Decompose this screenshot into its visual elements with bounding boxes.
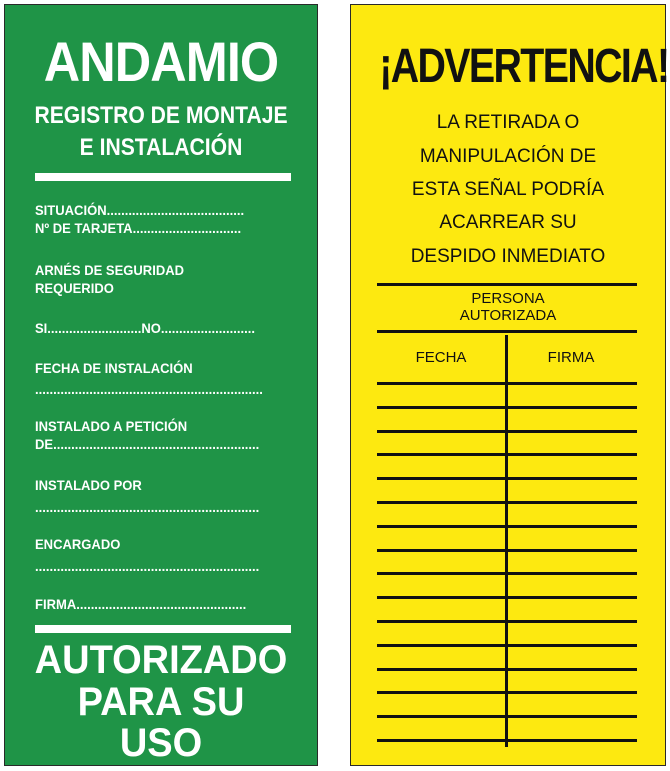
field-peticion-line2: DE......................................................... [35,436,260,452]
table-row-rule [377,549,637,552]
field-peticion-line1: INSTALADO A PETICIÓN [35,418,188,434]
warning-message-line2: MANIPULACIÓN DE [419,146,597,167]
table-row-rule [377,406,637,409]
table-row-rule [377,596,637,599]
green-tag-bottom-line1: AUTORIZADO [34,638,288,682]
green-tag-subtitle-line2: E INSTALACIÓN [79,134,243,161]
green-tag-divider-top [35,173,291,181]
warning-tag-yellow [350,4,669,766]
table-row-rule [377,382,637,385]
warning-message-line5: DESPIDO INMEDIATO [410,246,606,267]
warning-title: ¡ADVERTENCIA! [379,40,669,93]
field-fecha-instalacion: FECHA DE INSTALACIÓN [35,360,193,376]
green-tag-bottom-line3: USO [119,721,203,765]
field-situacion: SITUACIÓN...................................... [35,202,245,218]
table-row-rule [377,668,637,671]
table-row-rule [377,620,637,623]
table-top-rule [377,283,637,286]
green-tag-bottom-line2: PARA SU [77,680,245,724]
green-tag-divider-bottom [35,625,291,633]
field-arnes-line2: REQUERIDO [35,280,114,296]
warning-message-line3: ESTA SEÑAL PODRÍA [411,179,605,200]
table-row-rule [377,477,637,480]
field-instalado-por-dots: .............................................................. [35,499,260,515]
field-fecha-instalacion-dots: ............................................................... [35,381,263,397]
table-row-rule [377,501,637,504]
green-tag-title: ANDAMIO [43,30,279,93]
table-row-rule [377,644,637,647]
table-column-divider [505,335,508,747]
green-tag-subtitle-line1: REGISTRO DE MONTAJE [34,102,288,129]
table-header-line1: PERSONA [471,290,545,307]
table-row-rule [377,453,637,456]
table-row-rule [377,691,637,694]
table-header-line2: AUTORIZADA [459,307,557,324]
scaffold-tag-green [4,4,318,766]
table-row-rule [377,525,637,528]
field-si-no: SI..........................NO.......................... [35,320,255,336]
table-row-rule [377,739,637,742]
column-header-firma: FIRMA [547,349,595,366]
field-arnes-line1: ARNÉS DE SEGURIDAD [35,262,185,278]
field-encargado-dots: .............................................................. [35,558,260,574]
table-row-rule [377,430,637,433]
warning-message-line4: ACARREAR SU [439,212,577,233]
field-firma: FIRMA............................................... [35,596,247,612]
warning-message-line1: LA RETIRADA O [436,112,580,133]
table-row-rule [377,572,637,575]
column-header-fecha: FECHA [415,349,467,366]
field-numero-tarjeta: Nº DE TARJETA.............................. [35,220,242,236]
table-row-rule [377,715,637,718]
field-encargado: ENCARGADO [35,536,121,552]
table-header-rule [377,330,637,333]
field-instalado-por: INSTALADO POR [35,477,142,493]
